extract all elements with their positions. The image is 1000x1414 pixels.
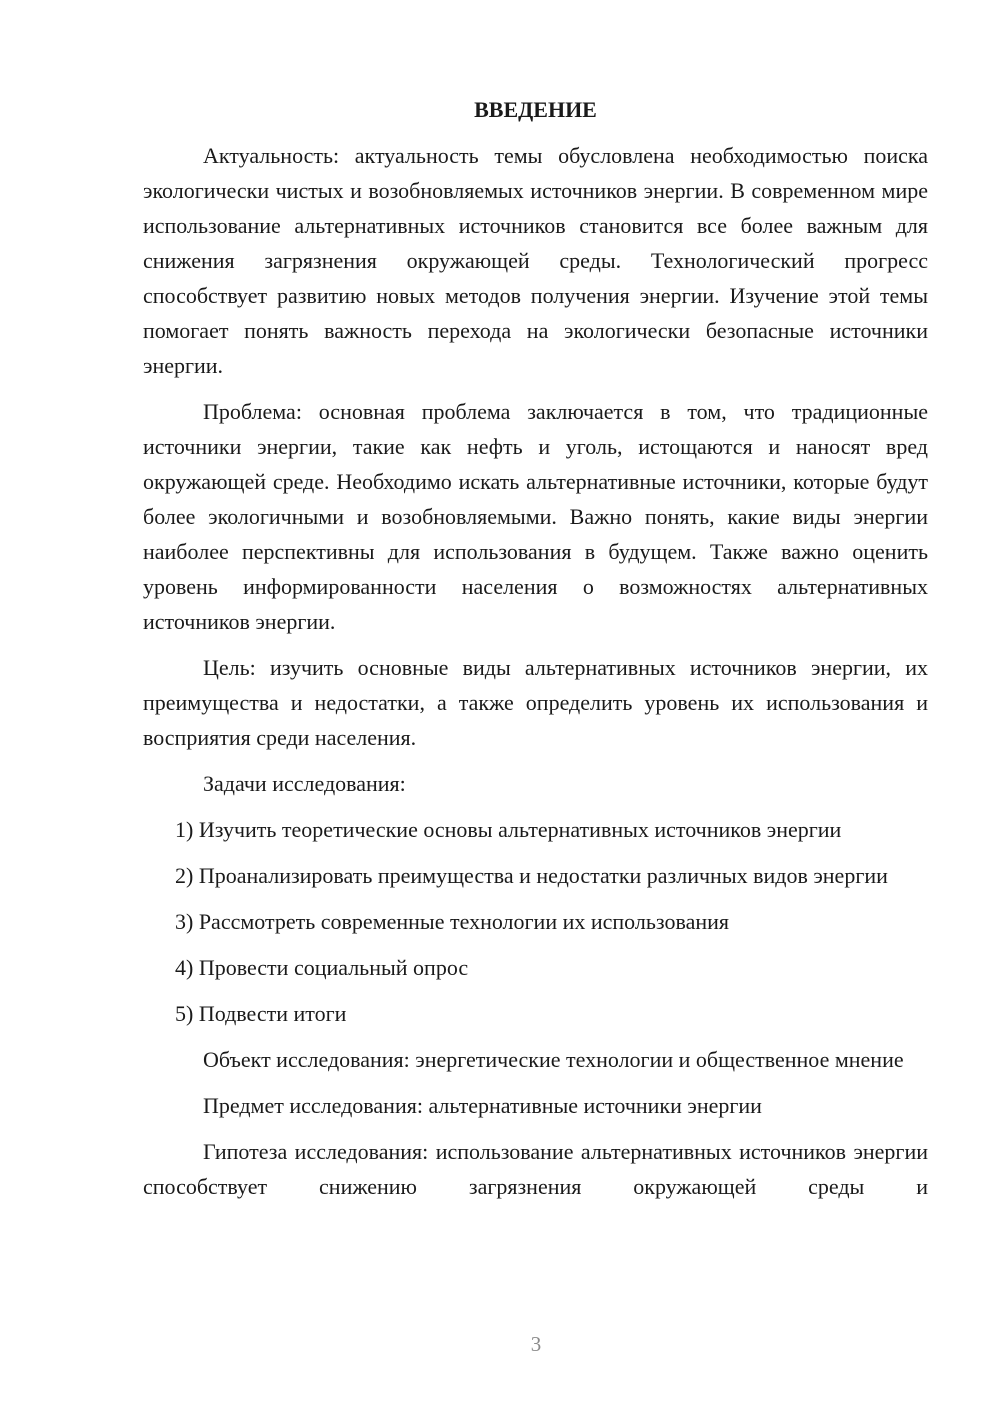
- task-item: 2) Проанализировать преимущества и недостатки различных видов энергии: [175, 863, 888, 888]
- task-item: 4) Провести социальный опрос: [175, 955, 469, 980]
- page-number: 3: [530, 1332, 542, 1356]
- paragraph-subject: Предмет исследования: альтернативные источники энергии: [203, 1093, 762, 1118]
- paragraph-goal: Цель: изучить основные виды альтернативных источников энергии, их преимущества и недостатки, а также определить уровень их использования и восприятия среди населения.: [143, 655, 928, 750]
- paragraph-object: Объект исследования: энергетические технологии и общественное мнение: [203, 1047, 904, 1072]
- page-content: [143, 94, 928, 1215]
- paragraph-problem: Проблема: основная проблема заключается в том, что традиционные источники энергии, такие как нефть и уголь, истощаются и наносят вред окружающей среде. Необходимо искать альтернативные источники, которые будут более экологичными и возобновляемыми. Важно понять, какие виды энергии наиболее перспективны для использования в будущем. Также важно оценить уровень информированности населения о возможностях альтернативных источников энергии.: [143, 399, 928, 634]
- tasks-heading: Задачи исследования:: [203, 771, 406, 796]
- task-item: 1) Изучить теоретические основы альтернативных источников энергии: [175, 817, 842, 842]
- section-title: ВВЕДЕНИЕ: [474, 97, 597, 122]
- paragraph-hypothesis: Гипотеза исследования: использование альтернативных источников энергии способствует снижению загрязнения окружающей среды и: [143, 1139, 928, 1199]
- task-item: 3) Рассмотреть современные технологии их использования: [175, 909, 729, 934]
- task-item: 5) Подвести итоги: [175, 1001, 347, 1026]
- paragraph-relevance: Актуальность: актуальность темы обусловлена необходимостью поиска экологически чистых и возобновляемых источников энергии. В современном мире использование альтернативных источников становится все более важным для снижения загрязнения окружающей среды. Технологический прогресс способствует развитию новых методов получения энергии. Изучение этой темы помогает понять важность перехода на экологически безопасные источники энергии.: [143, 143, 928, 378]
